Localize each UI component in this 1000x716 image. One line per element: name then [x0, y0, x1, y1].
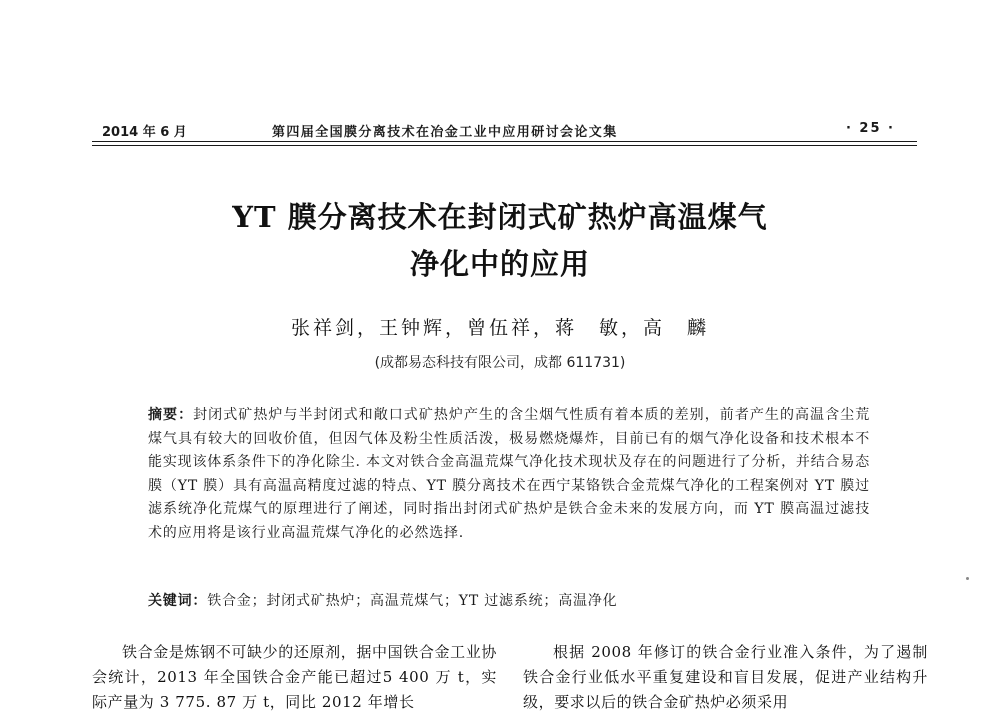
abstract-label: 摘要：: [148, 407, 194, 423]
body-column-left: 铁合金是炼钢不可缺少的还原剂，据中国铁合金工业协会统计，2013 年全国铁合金产能已超过5 400 万 t，实际产量为 3 775. 87 万 t，同比 2012 年增长: [92, 643, 497, 711]
abstract: [148, 404, 870, 545]
paper-authors: 张祥剑，王钟辉，曾伍祥，蒋 敏，高 麟: [290, 317, 709, 339]
keywords-text: 铁合金；封闭式矿热炉；高温荒煤气；YT 过滤系统；高温净化: [207, 593, 618, 609]
header-proceedings-title: 第四届全国膜分离技术在冶金工业中应用研讨会论文集: [272, 125, 618, 140]
running-header: [92, 116, 917, 142]
scan-speck: [966, 577, 969, 580]
keywords-label: 关键词：: [148, 593, 208, 609]
header-date: 2014 年 6 月: [102, 125, 187, 140]
paper-title-line-1: YT 膜分离技术在封闭式矿热炉高温煤气: [232, 200, 768, 234]
paper-title-line-2: 净化中的应用: [409, 247, 590, 281]
header-rule-bottom: [92, 145, 917, 146]
header-page-number: · 25 ·: [845, 121, 895, 136]
abstract-text: 封闭式矿热炉与半封闭式和敞口式矿热炉产生的含尘烟气性质有着本质的差别，前者产生的高温含尘荒煤气具有较大的回收价值，但因气体及粉尘性质活泼，极易燃烧爆炸，目前已有的烟气净化设备和技术根本不能实现该体系条件下的净化除尘. 本文对铁合金高温荒煤气净化技术现状及存在的问题进行了分析，并结合易态膜（YT 膜）具有高温高精度过滤的特点、YT 膜分离技术在西宁某铬铁合金荒煤气净化的工程案例对 YT 膜过滤系统净化荒煤气的原理进行了阐述，同时指出封闭式矿热炉是铁合金未来的发展方向，而 YT 膜高温过滤技术的应用将是该行业高温荒煤气净化的必然选择.: [148, 407, 870, 541]
header-rule-top: [92, 141, 917, 142]
body-column-right: 根据 2008 年修订的铁合金行业准入条件，为了遏制铁合金行业低水平重复建设和盲目发展，促进产业结构升级，要求以后的铁合金矿热炉必须采用: [523, 643, 928, 711]
paper-affiliation: (成都易态科技有限公司，成都 611731): [374, 355, 626, 371]
keywords: [148, 590, 870, 610]
